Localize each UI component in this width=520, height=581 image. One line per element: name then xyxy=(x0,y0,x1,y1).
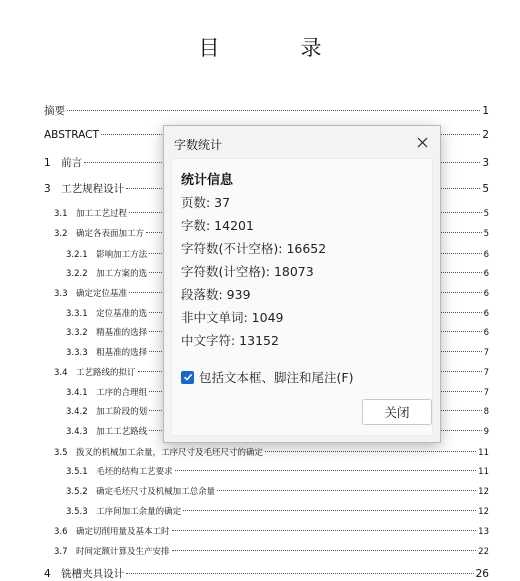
toc-page-number: 7 xyxy=(483,368,489,378)
toc-page-number: 7 xyxy=(483,348,489,358)
toc-page-number: 13 xyxy=(478,527,489,537)
toc-entry-label: 3.4.3 加工工艺路线 xyxy=(66,427,148,437)
toc-entry-label: 摘要 xyxy=(44,105,65,117)
stat-pages: 页数: 37 xyxy=(181,195,231,210)
toc-entry xyxy=(54,446,489,458)
toc-page-number: 7 xyxy=(483,388,489,398)
toc-page-number: 6 xyxy=(483,309,489,319)
toc-entry xyxy=(54,545,489,557)
toc-page-number: 11 xyxy=(478,467,489,477)
toc-entry-label: 3.4 工艺路线的拟订 xyxy=(54,368,136,378)
toc-entry-label: 3.3 确定定位基准 xyxy=(54,289,128,299)
toc-entry-label: 3.5 拨叉的机械加工余量，工序尺寸及毛坯尺寸的确定 xyxy=(54,448,264,458)
toc-entry-label: 3.5.1 毛坯的结构工艺要求 xyxy=(66,467,173,477)
toc-entry-label: 3.7 时间定额计算及生产安排 xyxy=(54,547,170,557)
toc-entry-label: 3 工艺规程设计 xyxy=(44,183,125,195)
toc-page-number: 9 xyxy=(483,427,489,437)
toc-page-number: 6 xyxy=(483,328,489,338)
toc-entry-label: 3.3.3 粗基准的选择 xyxy=(66,348,148,358)
toc-entry xyxy=(66,505,489,517)
leader-dots xyxy=(183,510,476,511)
toc-page-number: 12 xyxy=(478,507,489,517)
stat-chars-with-spaces: 字符数(计空格): 18073 xyxy=(181,264,314,279)
toc-entry-label: 3.6 确定切削用量及基本工时 xyxy=(54,527,170,537)
toc-entry-label: 3.4.2 加工阶段的划 xyxy=(66,407,148,417)
toc-entry-label: 3.1 加工工艺过程 xyxy=(54,209,128,219)
toc-entry-label: 3.3.1 定位基准的选 xyxy=(66,309,148,319)
stat-chinese-chars: 中文字符: 13152 xyxy=(181,333,279,348)
dialog-content xyxy=(171,158,433,436)
leader-dots xyxy=(265,451,476,452)
toc-entry xyxy=(66,465,489,477)
toc-entry-label: 3.3.2 精基准的选择 xyxy=(66,328,148,338)
toc-page-number: 11 xyxy=(478,448,489,458)
leader-dots xyxy=(67,110,480,111)
toc-entry-label: 3.2.2 加工方案的选 xyxy=(66,269,148,279)
stat-chars-no-spaces: 字符数(不计空格): 16652 xyxy=(181,241,327,256)
toc-entry xyxy=(66,485,489,497)
toc-page-number: 6 xyxy=(483,269,489,279)
toc-page-number: 12 xyxy=(478,487,489,497)
close-icon[interactable] xyxy=(410,131,434,153)
stat-paragraphs: 段落数: 939 xyxy=(181,287,251,302)
toc-page-number: 6 xyxy=(483,289,489,299)
toc-entry xyxy=(54,525,489,537)
toc-entry-label: 3.4.1 工序的合理组 xyxy=(66,388,148,398)
leader-dots xyxy=(172,530,477,531)
toc-page-number: 1 xyxy=(482,105,489,117)
leader-dots xyxy=(175,470,477,471)
toc-entry-label: 3.2.1 影响加工方法 xyxy=(66,250,148,260)
toc-entry-label: 1 前言 xyxy=(44,157,83,169)
toc-entry-label: 4 铣槽夹具设计 xyxy=(44,568,125,580)
checkbox-label[interactable]: 包括文本框、脚注和尾注(F) xyxy=(199,370,354,385)
toc-entry-label: ABSTRACT xyxy=(44,129,99,141)
toc-page-number: 5 xyxy=(483,229,489,239)
toc-entry xyxy=(44,103,489,118)
toc-entry-label: 3.5.3 工序间加工余量的确定 xyxy=(66,507,182,517)
toc-page-number: 8 xyxy=(483,407,489,417)
dialog-title: 字数统计 xyxy=(174,138,223,152)
toc-entry-label: 3.5.2 确定毛坯尺寸及机械加工总余量 xyxy=(66,487,216,497)
toc-page-number: 6 xyxy=(483,250,489,260)
toc-page-number: 22 xyxy=(478,547,489,557)
checkbox-checked-icon[interactable] xyxy=(181,371,194,384)
toc-page-number: 5 xyxy=(483,209,489,219)
close-button[interactable]: 关闭 xyxy=(362,399,432,425)
toc-page-number: 5 xyxy=(482,183,489,195)
word-count-dialog xyxy=(163,125,441,443)
leader-dots xyxy=(172,550,477,551)
toc-page-number: 26 xyxy=(475,568,489,580)
leader-dots xyxy=(217,490,476,491)
document-title: 目 录 xyxy=(198,36,352,60)
stat-words: 字数: 14201 xyxy=(181,218,254,233)
toc-entry-label: 3.2 确定各表面加工方 xyxy=(54,229,145,239)
toc-page-number: 3 xyxy=(482,157,489,169)
stat-non-chinese-words: 非中文单词: 1049 xyxy=(181,310,284,325)
statistics-heading: 统计信息 xyxy=(181,173,234,188)
toc-page-number: 2 xyxy=(482,129,489,141)
include-textboxes-checkbox[interactable] xyxy=(181,368,353,386)
